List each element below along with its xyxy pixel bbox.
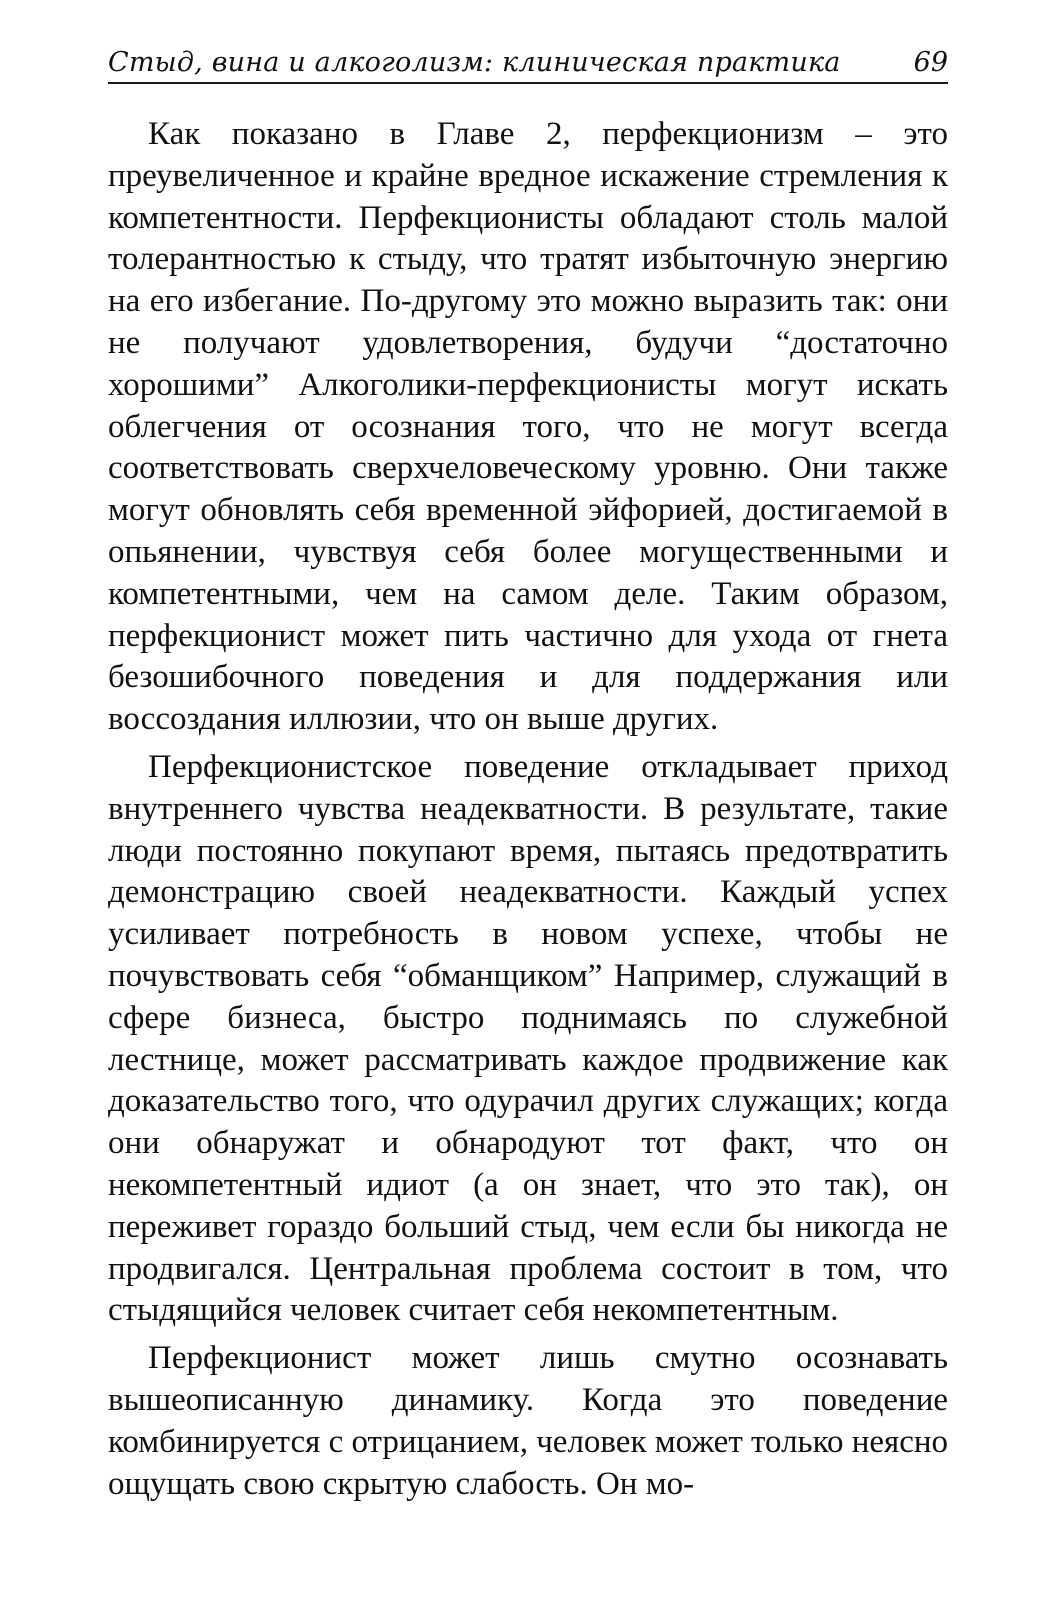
- paragraph: Перфекционистское поведение откладывает приход внутреннего чувства неадекватности. В результате, такие люди постоянно покупают время, пытаясь предотвратить демонстрацию своей неадекватности. Каждый успех усиливает потребность в новом успехе, чтобы не почувствовать себя “обманщиком” Например, служащий в сфере бизнеса, быстро поднимаясь по служебной лестнице, может рассматривать каждое продвижение как доказательство того, что одурачил других служащих; когда они обнаружат и обнародуют тот факт, что он некомпетентный идиот (а он знает, что это так), он переживет гораздо больший стыд, чем если бы никогда не продвигался. Центральная проблема состоит в том, что стыдящийся человек считает себя некомпетентным.: [108, 748, 948, 1329]
- paragraph: Как показано в Главе 2, перфекционизм – это преувеличенное и крайне вредное искажение стремления к компетентности. Перфекционисты обладают столь малой толерантностью к стыду, что тратят избыточную энергию на его избегание. По-другому это можно выразить так: они не получают удовлетворения, будучи “достаточно хорошими” Алкоголики-перфекционисты могут искать облегчения от осознания того, что не могут всегда соответствовать сверхчеловеческому уровню. Они также могут обновлять себя временной эйфорией, достигаемой в опьянении, чувствуя себя более могущественными и компетентными, чем на самом деле. Таким образом, перфекционист может пить частично для ухода от гнета безошибочного поведения и для поддержания или воссоздания иллюзии, что он выше других.: [108, 116, 948, 738]
- running-head: [108, 46, 948, 84]
- page-number: 69: [913, 47, 948, 78]
- paragraph: Перфекционист может лишь смутно осознавать вышеописанную динамику. Когда это поведение комбинируется с отрицанием, человек может только неясно ощущать свою скрытую слабость. Он мо-: [108, 1340, 948, 1502]
- running-head-title: Стыд, вина и алкоголизм: клиническая практика: [108, 47, 841, 78]
- body-text: [108, 114, 948, 1505]
